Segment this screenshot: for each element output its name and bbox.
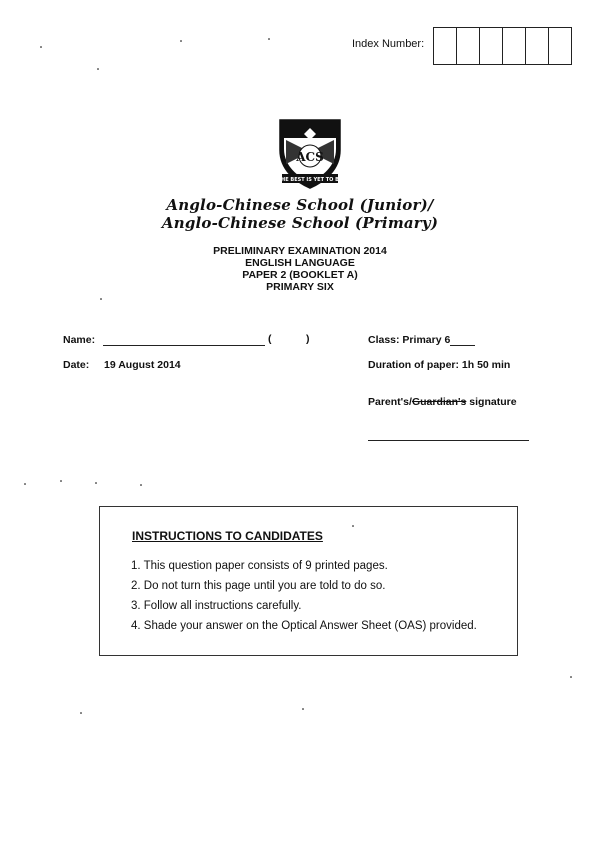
scan-speck bbox=[570, 676, 572, 678]
scan-speck bbox=[302, 708, 304, 710]
scan-speck bbox=[140, 484, 142, 486]
date-value: 19 August 2014 bbox=[104, 359, 181, 371]
crest-motto: THE BEST IS YET TO BE bbox=[277, 177, 343, 183]
school-crest-icon bbox=[272, 116, 348, 192]
signature-label bbox=[368, 396, 517, 408]
index-digit-box[interactable] bbox=[457, 28, 480, 64]
index-digit-box[interactable] bbox=[503, 28, 526, 64]
scan-speck bbox=[180, 40, 182, 42]
scan-speck bbox=[352, 525, 354, 527]
scan-speck bbox=[24, 483, 26, 485]
index-digit-box[interactable] bbox=[526, 28, 549, 64]
duration-label: Duration of paper: 1h 50 min bbox=[368, 359, 511, 371]
signature-guardian-text: Guardian's bbox=[411, 396, 467, 408]
school-name-primary: Anglo-Chinese School (Primary) bbox=[161, 214, 439, 232]
index-digit-box[interactable] bbox=[480, 28, 503, 64]
exam-subject: ENGLISH LANGUAGE bbox=[245, 257, 355, 269]
index-number-boxes[interactable] bbox=[433, 27, 572, 65]
instruction-item: 3. Follow all instructions carefully. bbox=[131, 600, 302, 612]
date-label: Date: bbox=[63, 359, 90, 371]
index-digit-box[interactable] bbox=[434, 28, 457, 64]
instruction-item: 1. This question paper consists of 9 printed pages. bbox=[131, 560, 388, 572]
scan-speck bbox=[97, 68, 99, 70]
school-name-junior: Anglo-Chinese School (Junior)/ bbox=[166, 196, 434, 214]
index-digit-box[interactable] bbox=[549, 28, 571, 64]
signature-field[interactable] bbox=[368, 440, 529, 441]
scan-speck bbox=[80, 712, 82, 714]
register-number-paren-open: ( bbox=[268, 333, 272, 345]
signature-suffix-text: signature bbox=[466, 396, 517, 408]
scan-speck bbox=[268, 38, 270, 40]
signature-parent-text: Parent's/ bbox=[368, 396, 412, 408]
scan-speck bbox=[40, 46, 42, 48]
scan-speck bbox=[100, 298, 102, 300]
instruction-item: 4. Shade your answer on the Optical Answer Sheet (OAS) provided. bbox=[131, 620, 477, 632]
name-label: Name: bbox=[63, 334, 96, 346]
scan-speck bbox=[95, 482, 97, 484]
class-field[interactable] bbox=[450, 345, 475, 346]
register-number-paren-close: ) bbox=[306, 333, 310, 345]
instructions-heading: INSTRUCTIONS TO CANDIDATES bbox=[132, 529, 323, 543]
crest-monogram: ACS bbox=[296, 150, 324, 164]
index-number-label: Index Number: bbox=[352, 38, 425, 50]
exam-level: PRIMARY SIX bbox=[266, 281, 334, 293]
name-field[interactable] bbox=[103, 345, 265, 346]
exam-paper: PAPER 2 (BOOKLET A) bbox=[242, 269, 358, 281]
instruction-item: 2. Do not turn this page until you are told to do so. bbox=[131, 580, 386, 592]
class-label: Class: Primary 6 bbox=[368, 334, 451, 346]
exam-title: PRELIMINARY EXAMINATION 2014 bbox=[213, 245, 387, 257]
scan-speck bbox=[60, 480, 62, 482]
